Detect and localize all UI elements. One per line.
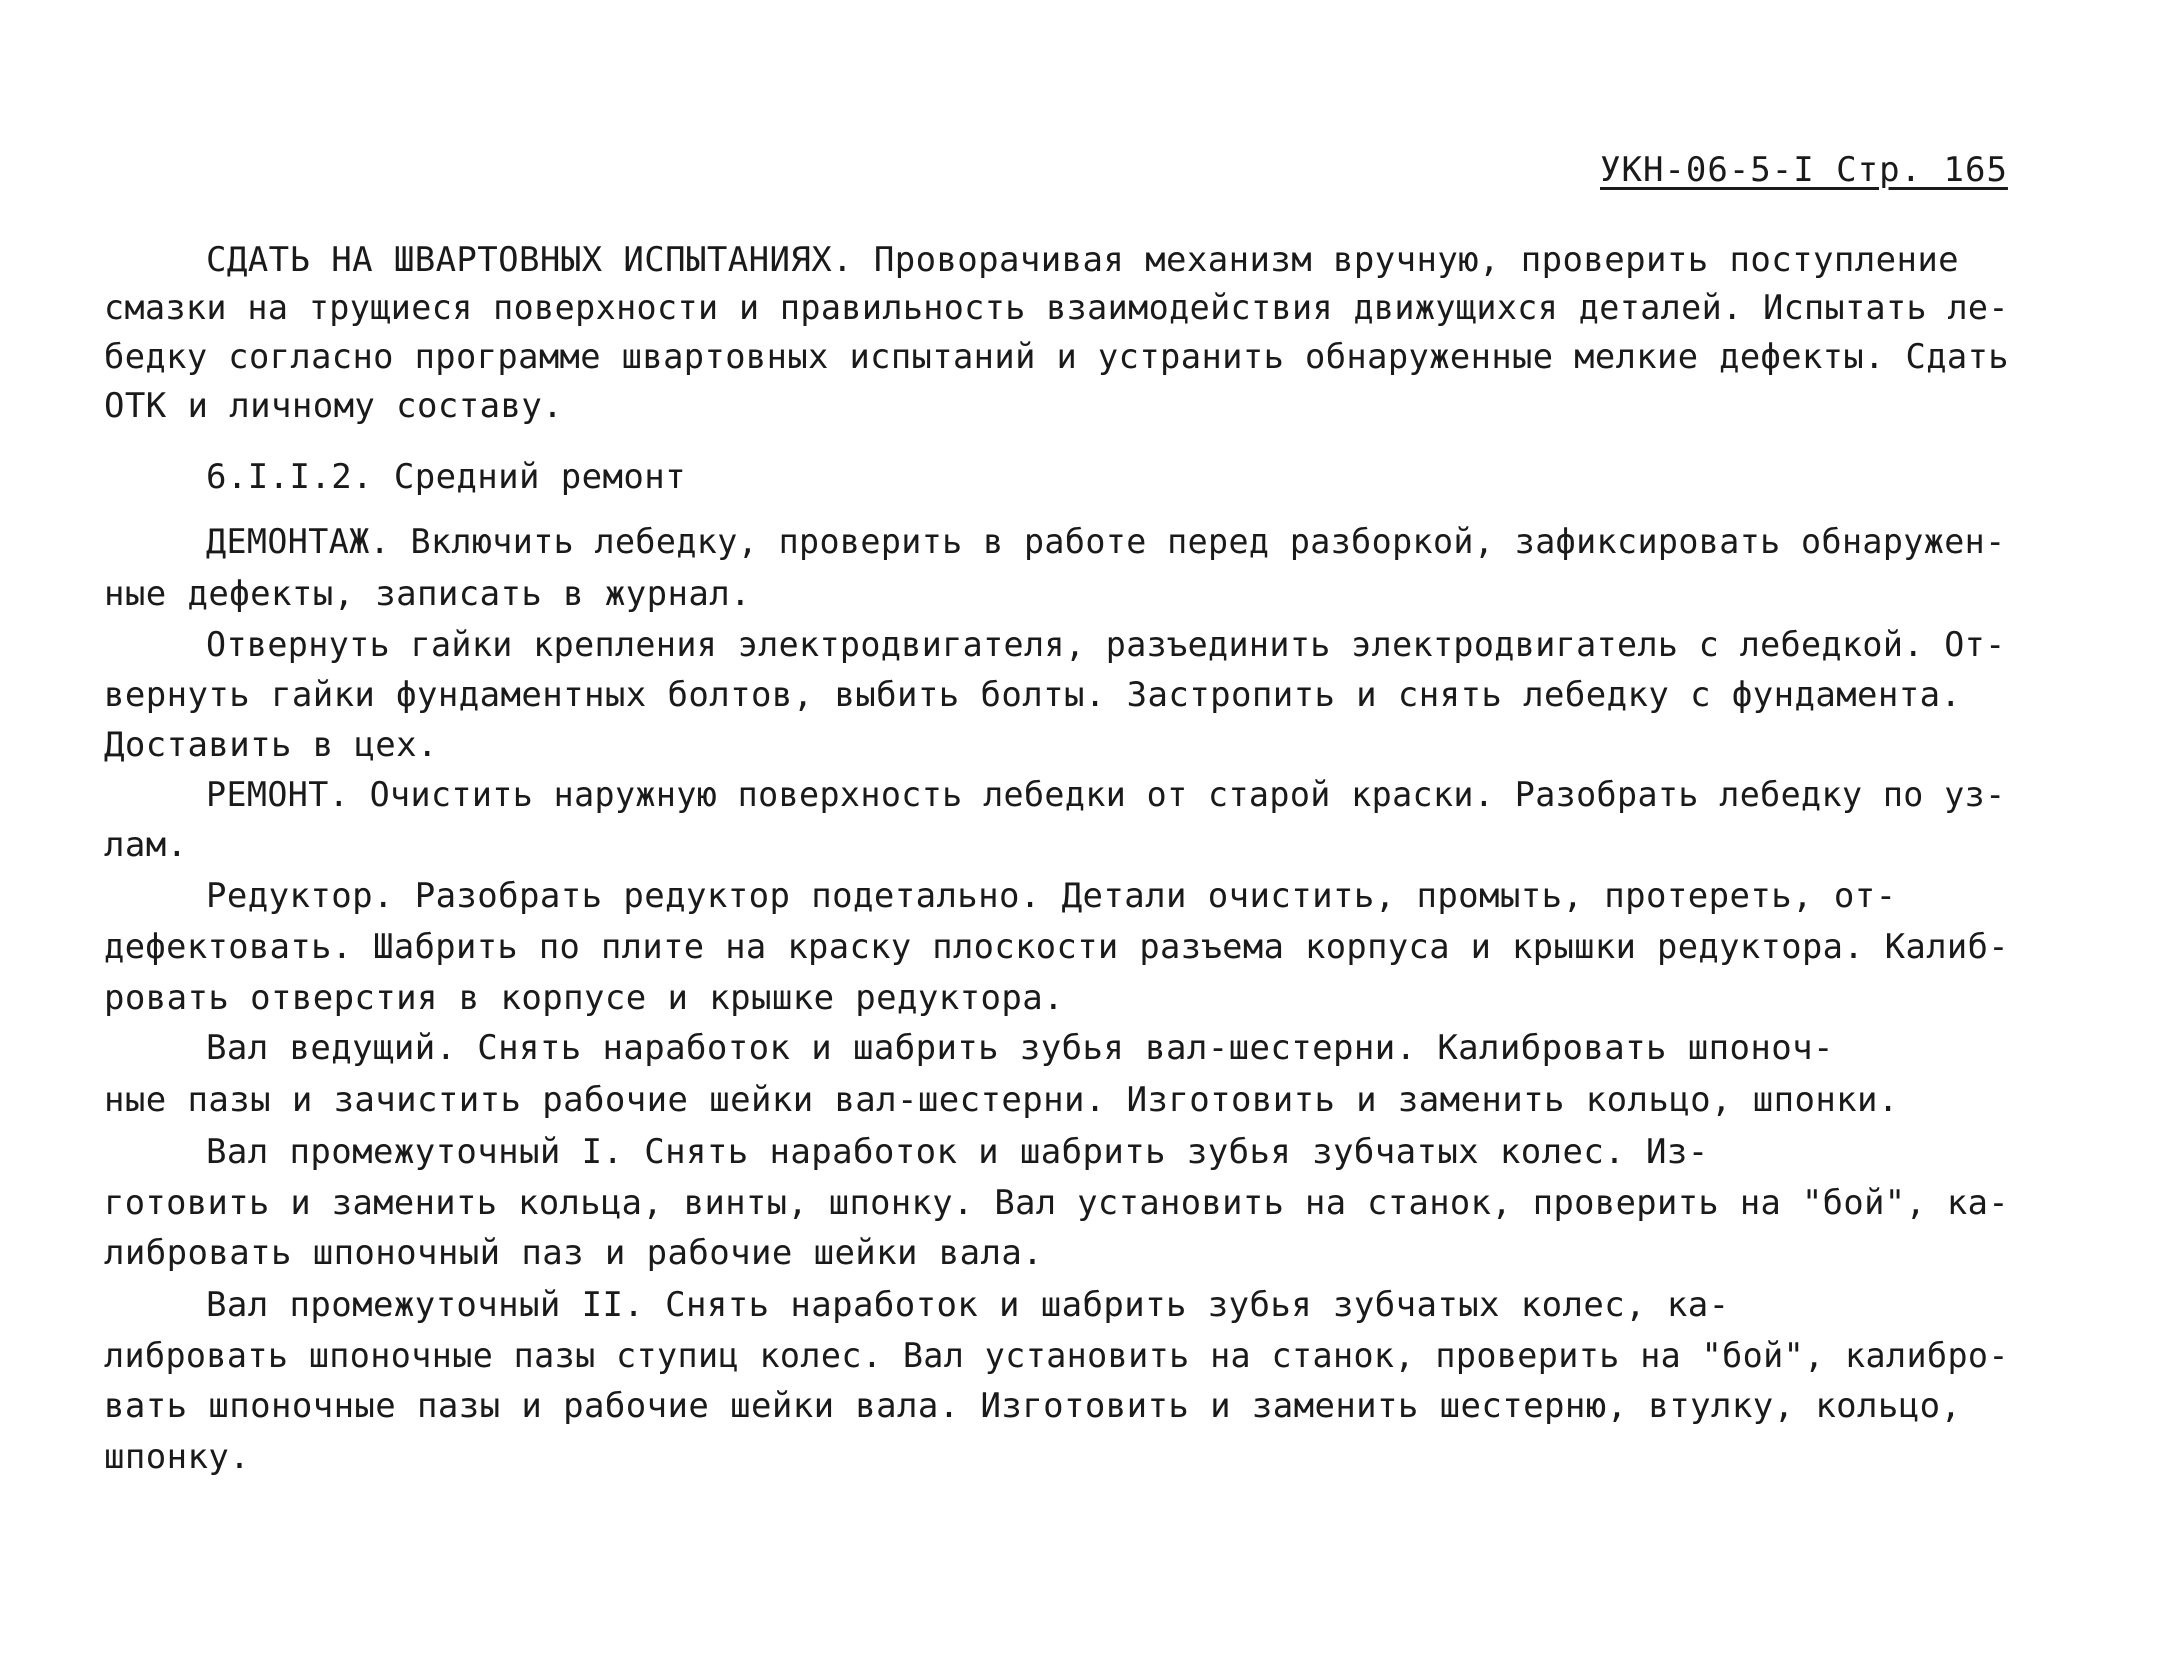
text-line: ровать отверстия в корпусе и крышке редуктора.	[104, 978, 1065, 1018]
text-line: вернуть гайки фундаментных болтов, выбить болты. Застропить и снять лебедку с фундамента.	[104, 675, 1962, 715]
text-line: Редуктор. Разобрать редуктор подетально. Детали очистить, промыть, протереть, от-	[206, 876, 1897, 916]
text-line: ные пазы и зачистить рабочие шейки вал-шестерни. Изготовить и заменить кольцо, шпонки.	[104, 1080, 1899, 1120]
text-line: РЕМОНТ. Очистить наружную поверхность лебедки от старой краски. Разобрать лебедку по уз-	[206, 775, 2006, 815]
text-line: либровать шпоночный паз и рабочие шейки вала.	[104, 1233, 1044, 1273]
document-reference-header: УКН-06-5-I Стр. 165	[1600, 150, 2008, 190]
text-line: смазки на трущиеся поверхности и правильность взаимодействия движущихся деталей. Испытать ле-	[104, 288, 2009, 328]
text-line: бедку согласно программе швартовных испытаний и устранить обнаруженные мелкие дефекты. Сдать	[104, 337, 2010, 377]
text-line: готовить и заменить кольца, винты, шпонку. Вал установить на станок, проверить на "бой", ка-	[104, 1183, 2010, 1223]
section-heading: 6.I.I.2. Средний ремонт	[206, 457, 687, 497]
text-line: дефектовать. Шабрить по плите на краску плоскости разъема корпуса и крышки редуктора. Калиб-	[104, 927, 2010, 967]
text-line: вать шпоночные пазы и рабочие шейки вала. Изготовить и заменить шестерню, втулку, кольцо,	[104, 1386, 1962, 1426]
text-line: шпонку.	[104, 1437, 251, 1477]
text-line: СДАТЬ НА ШВАРТОВНЫХ ИСПЫТАНИЯХ. Проворачивая механизм вручную, проверить поступление	[206, 240, 1960, 280]
text-line: Отвернуть гайки крепления электродвигателя, разъединить электродвигатель с лебедкой. От-	[206, 625, 2006, 665]
text-line: ОТК и личному составу.	[104, 386, 564, 426]
text-line: либровать шпоночные пазы ступиц колес. Вал установить на станок, проверить на "бой", калибро-	[104, 1336, 2009, 1376]
text-line: Вал ведущий. Снять наработок и шабрить зубья вал-шестерни. Калибровать шпоноч-	[206, 1028, 1834, 1068]
text-line: лам.	[104, 825, 188, 865]
text-line: ДЕМОНТАЖ. Включить лебедку, проверить в работе перед разборкой, зафиксировать обнаружен-	[206, 522, 2006, 562]
text-line: Доставить в цех.	[104, 725, 438, 765]
text-line: Вал промежуточный I. Снять наработок и шабрить зубья зубчатых колес. Из-	[206, 1132, 1709, 1172]
text-line: Вал промежуточный II. Снять наработок и шабрить зубья зубчатых колес, ка-	[206, 1285, 1730, 1325]
text-line: ные дефекты, записать в журнал.	[104, 574, 751, 614]
